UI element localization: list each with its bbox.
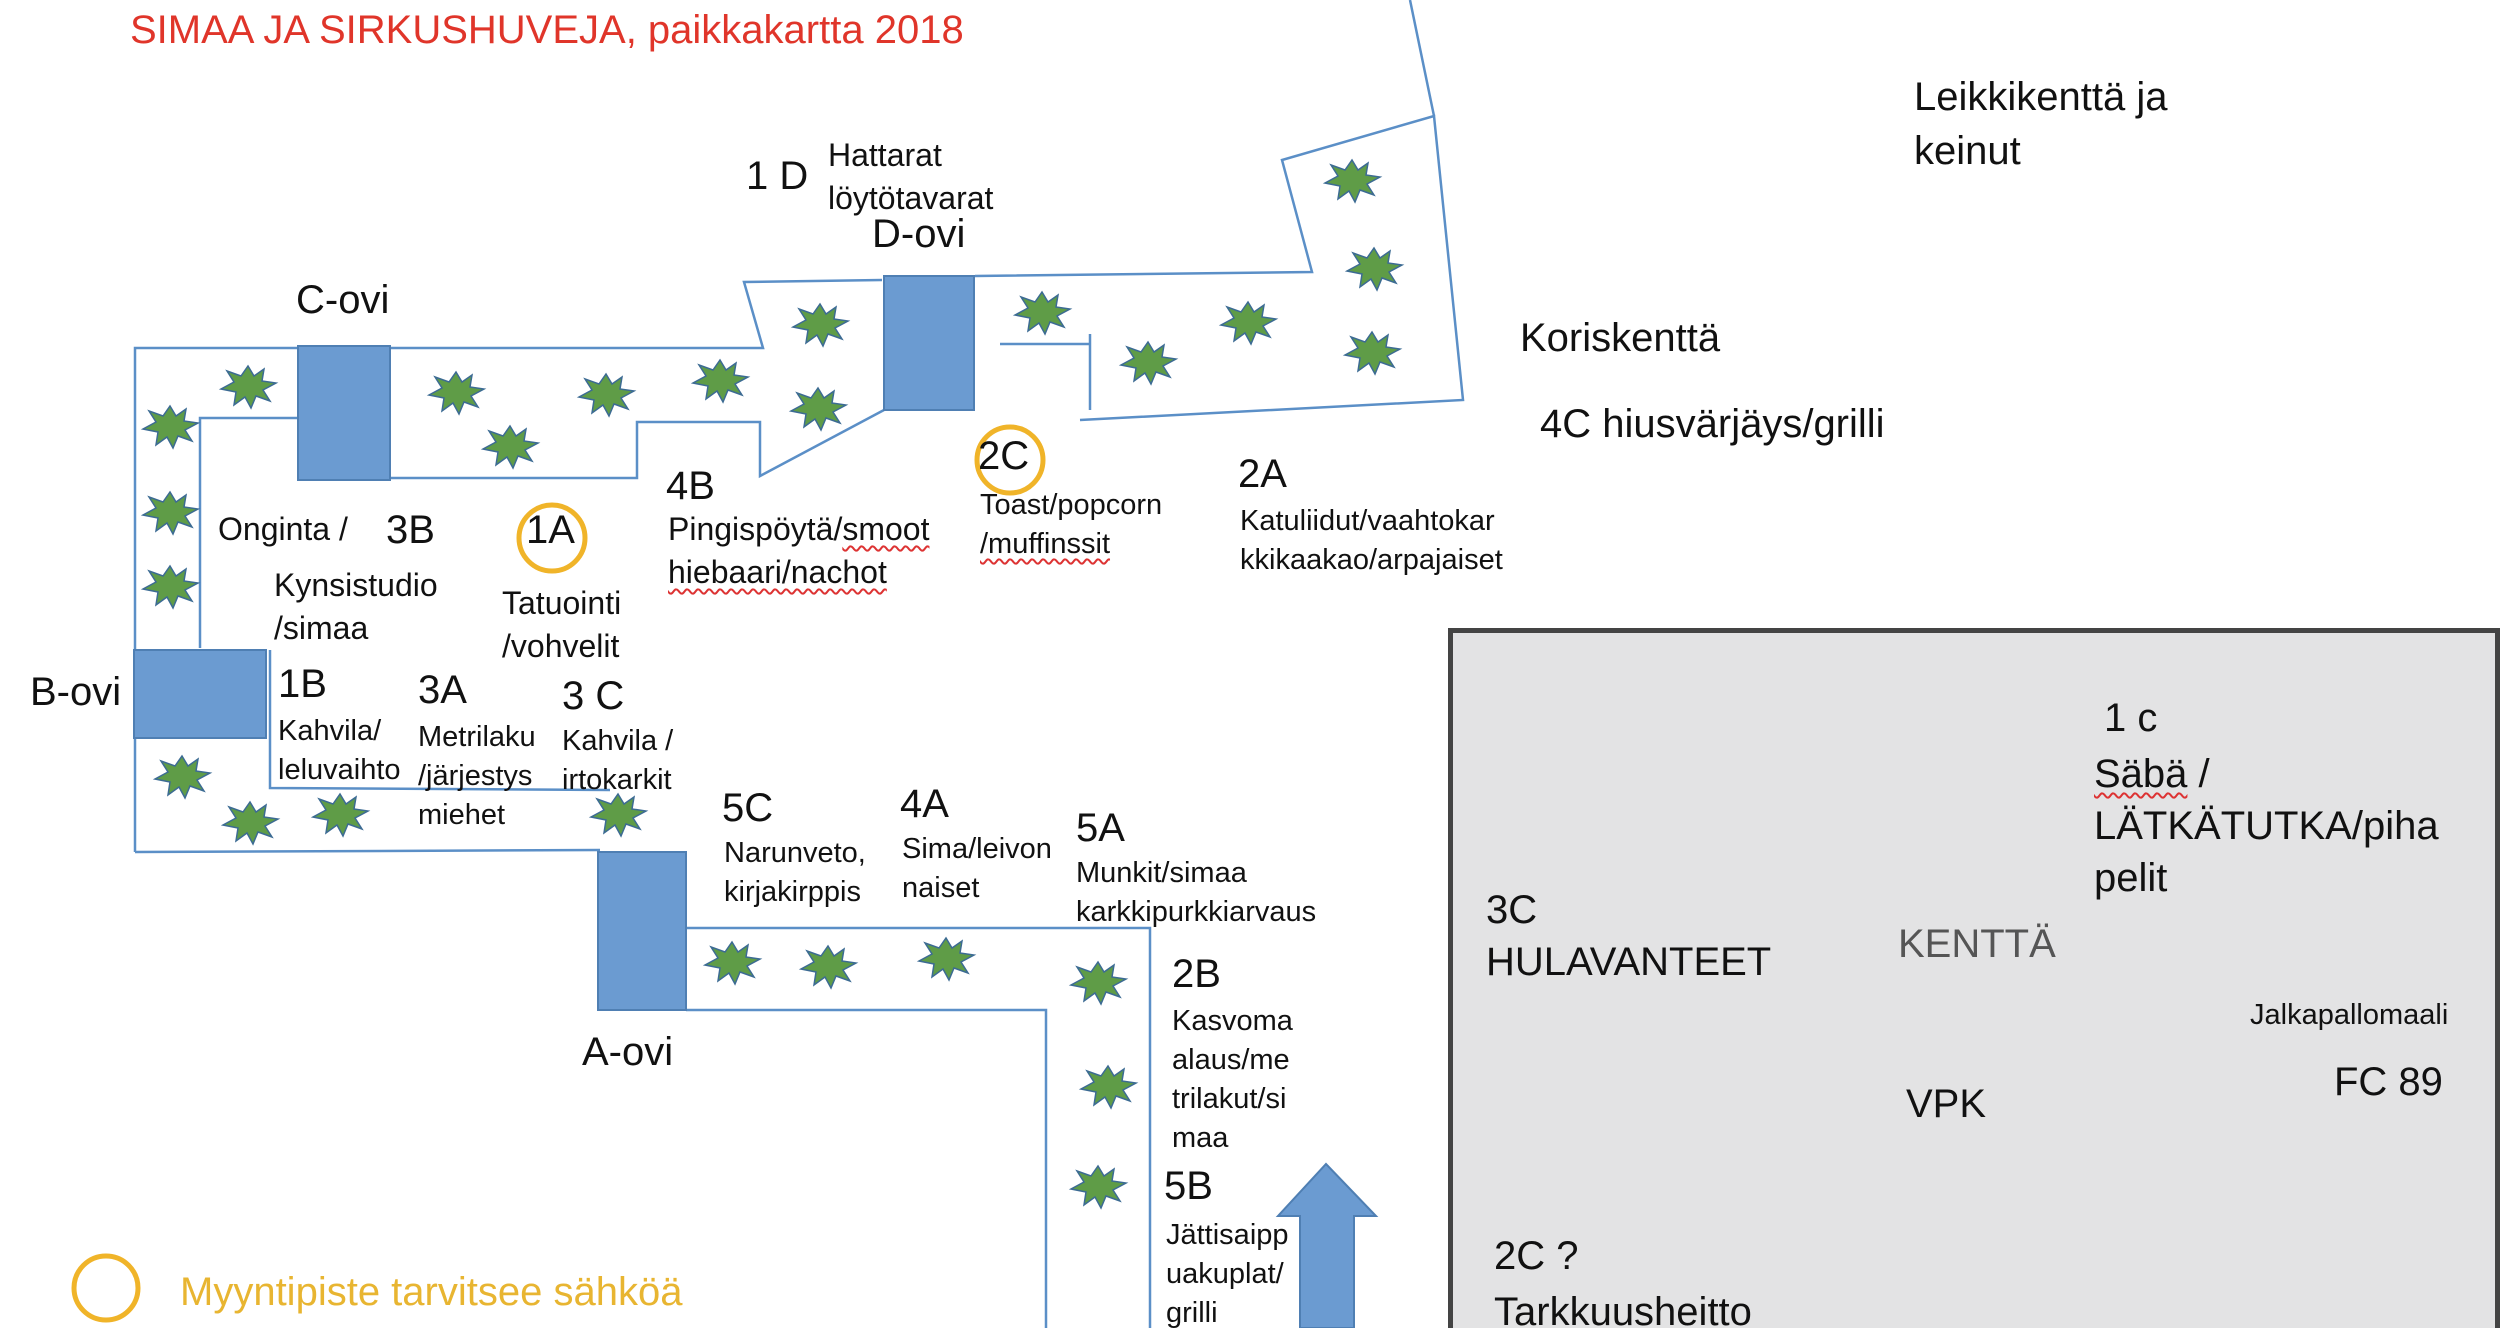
- stand-4a-label: 4A: [900, 782, 949, 826]
- arrow-up-icon: [1278, 1164, 1376, 1328]
- stand-2c-desc: Toast/popcorn /muffinssit: [980, 489, 1163, 561]
- bush-icon: [791, 388, 846, 430]
- stand-5c-desc: Narunveto, kirjakirppis: [724, 837, 866, 909]
- stand-3c-desc: Kahvila / irtokarkit: [562, 725, 674, 797]
- bush-icon: [155, 756, 210, 798]
- stand-3c-hula: 3C HULAVANTEET: [1486, 888, 1772, 984]
- stand-1a-label: 1A: [526, 508, 575, 552]
- field-center-label: KENTTÄ: [1898, 922, 2056, 966]
- door-d-label: D-ovi: [872, 212, 966, 256]
- door-a-label: A-ovi: [582, 1030, 674, 1074]
- bush-icon: [429, 372, 484, 414]
- stand-1c-desc: Säbä / LÄTKÄTUTKA/piha pelit: [2094, 752, 2439, 900]
- door-b-block: [134, 650, 266, 738]
- bush-icon: [793, 304, 848, 346]
- bush-icon: [1015, 292, 1070, 334]
- bush-icon: [705, 942, 760, 984]
- bush-icon: [483, 426, 538, 468]
- legend-text: Myyntipiste tarvitsee sähköä: [180, 1270, 683, 1314]
- bush-icon: [1345, 332, 1400, 374]
- stand-2a-desc: Katuliidut/vaahtokar kkikaakao/arpajaiset: [1240, 505, 1503, 577]
- door-c-label: C-ovi: [296, 278, 390, 322]
- stand-3b-prefix: Onginta /: [218, 511, 348, 547]
- stand-3a-label: 3A: [418, 668, 467, 712]
- basketball-court-label: Koriskenttä: [1520, 316, 1721, 360]
- map-title: SIMAA JA SIRKUSHUVEJA, paikkakartta 2018: [130, 8, 964, 52]
- door-a-block: [598, 852, 686, 1010]
- stand-4b-label: 4B: [666, 464, 715, 508]
- door-c-block: [298, 346, 390, 480]
- legend-power-ring-icon: [74, 1256, 138, 1320]
- stand-1d-label: 1 D: [746, 154, 809, 198]
- bush-icon: [313, 794, 368, 836]
- bush-icon: [693, 360, 748, 402]
- bush-icon: [223, 802, 278, 844]
- stand-2b-label: 2B: [1172, 952, 1221, 996]
- stand-5b-label: 5B: [1164, 1164, 1213, 1208]
- bush-icon: [1081, 1066, 1136, 1108]
- stand-3c-label: 3 C: [562, 674, 625, 718]
- bush-icon: [143, 566, 198, 608]
- bush-icon: [143, 492, 198, 534]
- bush-icon: [591, 794, 646, 836]
- door-b-label: B-ovi: [30, 670, 122, 714]
- bush-icon: [1347, 248, 1402, 290]
- bush-icon: [1071, 1166, 1126, 1208]
- stand-5b-desc: Jättisaipp uakuplat/ grilli: [1166, 1219, 1289, 1328]
- stand-5a-desc: Munkit/simaa karkkipurkkiarvaus: [1076, 857, 1317, 929]
- bush-icon: [1221, 302, 1276, 344]
- football-goal-label: Jalkapallomaali: [2250, 999, 2449, 1031]
- tarkkuusheitto-label: Tarkkuusheitto: [1494, 1290, 1752, 1328]
- bush-icon: [919, 938, 974, 980]
- stand-2c-question: 2C ?: [1494, 1234, 1579, 1278]
- stand-2a-label: 2A: [1238, 452, 1287, 496]
- stand-1b-label: 1B: [278, 662, 327, 706]
- stand-3a-desc: Metrilaku /järjestys miehet: [418, 721, 536, 832]
- bush-icon: [221, 366, 276, 408]
- bush-icon: [143, 406, 198, 448]
- stand-2b-desc: Kasvoma alaus/me trilakut/si maa: [1172, 1005, 1293, 1155]
- stand-1c-label: 1 c: [2104, 696, 2158, 740]
- bush-icon: [1121, 342, 1176, 384]
- stand-3b-label: 3B: [386, 508, 435, 552]
- fc89-label: FC 89: [2334, 1060, 2443, 1104]
- stand-2c-label: 2C: [978, 434, 1030, 478]
- stand-1a-desc: Tatuointi /vohvelit: [502, 585, 622, 665]
- door-d-block: [884, 276, 974, 410]
- vpk-label: VPK: [1906, 1082, 1987, 1126]
- stand-5a-label: 5A: [1076, 806, 1125, 850]
- stand-4a-desc: Sima/leivon naiset: [902, 833, 1052, 905]
- playground-label: Leikkikenttä ja keinut: [1914, 75, 2168, 173]
- bush-icon: [579, 374, 634, 416]
- kynsistudio-desc: Kynsistudio /simaa: [274, 567, 438, 647]
- stand-1d-desc: Hattarat löytötavarat: [828, 137, 994, 217]
- bush-icon: [801, 946, 856, 988]
- stand-5c-label: 5C: [722, 786, 774, 830]
- stand-1b-desc: Kahvila/ leluvaihto: [278, 715, 401, 787]
- stand-4b-desc: Pingispöytä/smoot hiebaari/nachot: [668, 511, 930, 591]
- bush-icon: [1325, 160, 1380, 202]
- bush-icon: [1071, 962, 1126, 1004]
- stand-4c-label: 4C hiusvärjäys/grilli: [1540, 402, 1885, 446]
